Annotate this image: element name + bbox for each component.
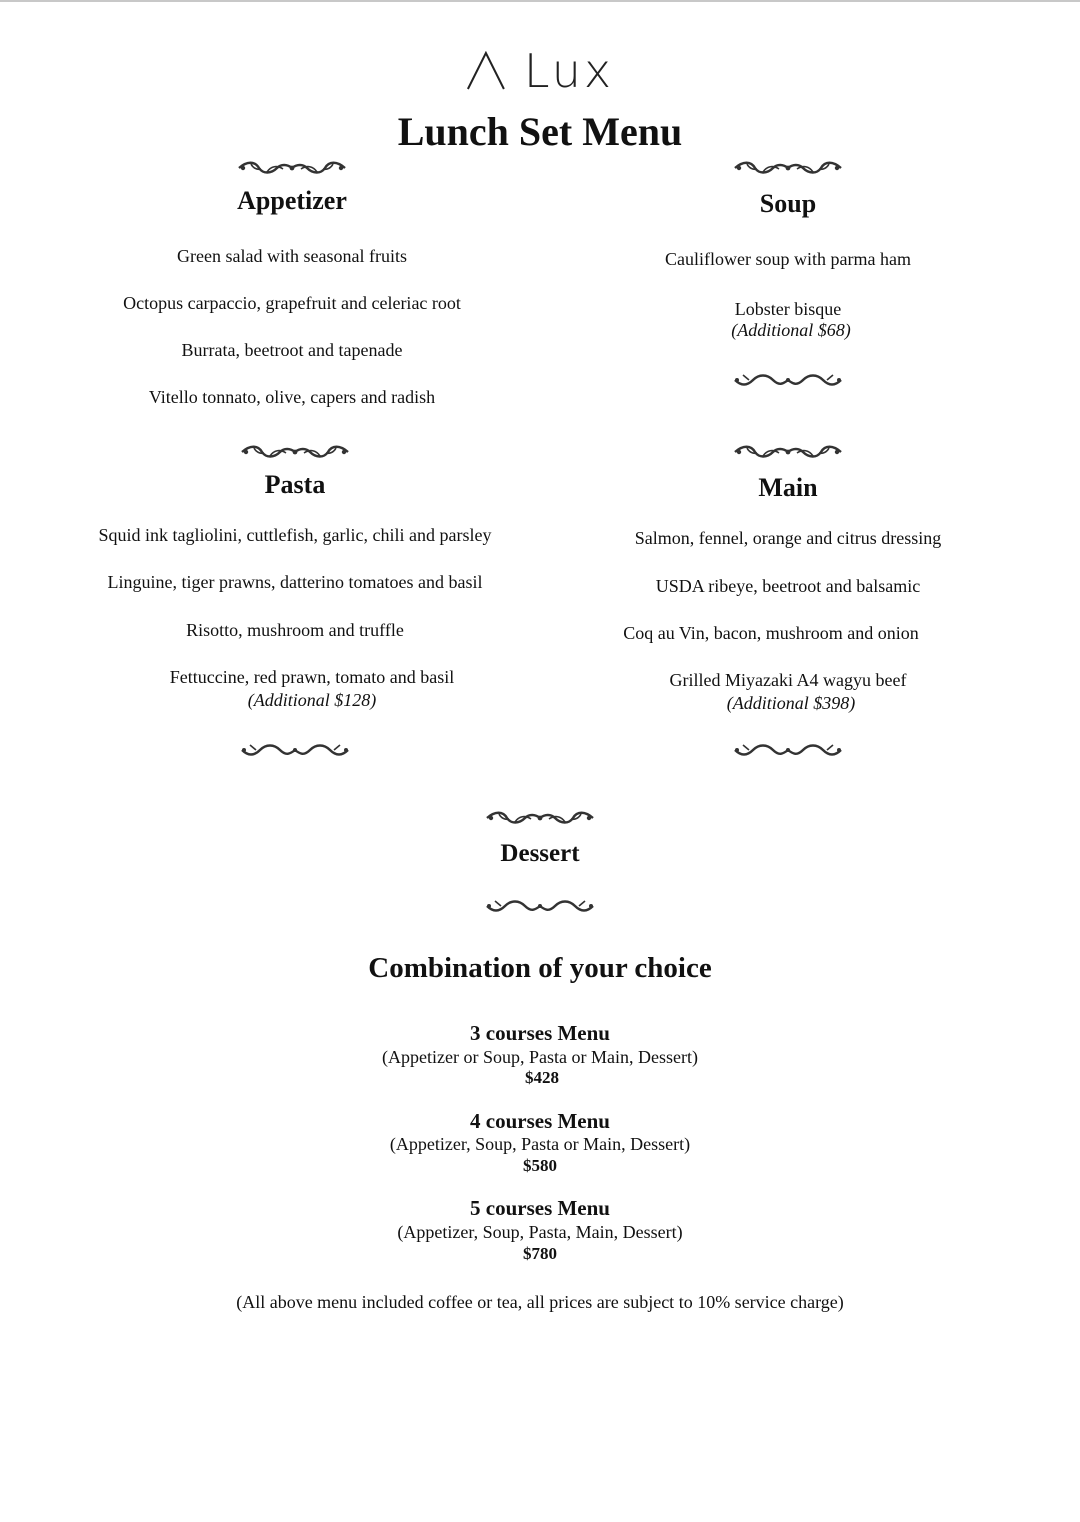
menu-item: Cauliflower soup with parma ham [665, 249, 911, 269]
menu-item: Green salad with seasonal fruits [177, 246, 407, 266]
course-option-name: 5 courses Menu [470, 1196, 610, 1220]
price-note: (Additional $398) [726, 693, 856, 713]
menu-item: Burrata, beetroot and tapenade [181, 340, 403, 360]
course-option-desc: (Appetizer or Soup, Pasta or Main, Dessert) [382, 1047, 698, 1067]
menu-item: Squid ink tagliolini, cuttlefish, garlic, chili and parsley [98, 525, 492, 545]
top-border [0, 0, 1080, 2]
ornament-divider [733, 160, 843, 176]
menu-item: Salmon, fennel, orange and citrus dressing [634, 528, 942, 548]
course-option-name: 4 courses Menu [470, 1109, 610, 1133]
course-option-desc: (Appetizer, Soup, Pasta or Main, Dessert) [389, 1134, 691, 1154]
ornament-divider [733, 444, 843, 460]
section-heading-appetizer: Appetizer [237, 186, 347, 215]
service-charge-note: (All above menu included coffee or tea, all prices are subject to 10% service charge) [236, 1292, 844, 1312]
menu-item: Octopus carpaccio, grapefruit and celeriac root [123, 293, 461, 313]
section-heading-main: Main [758, 473, 818, 502]
menu-item: USDA ribeye, beetroot and balsamic [655, 576, 921, 596]
menu-item: Lobster bisque [734, 299, 842, 319]
brand-mark-icon [466, 51, 506, 91]
ornament-divider [733, 742, 843, 758]
section-heading-soup: Soup [759, 189, 817, 218]
menu-item: Fettuccine, red prawn, tomato and basil [169, 667, 455, 687]
section-heading-dessert: Dessert [500, 840, 580, 867]
brand-name: Lux [523, 44, 615, 98]
menu-item: Vitello tonnato, olive, capers and radish [148, 387, 436, 407]
course-option-desc: (Appetizer, Soup, Pasta, Main, Dessert) [397, 1222, 683, 1242]
menu-item: Coq au Vin, bacon, mushroom and onion [623, 623, 919, 643]
combination-heading: Combination of your choice [368, 952, 712, 984]
menu-item: Linguine, tiger prawns, datterino tomatoes and basil [107, 572, 483, 592]
course-option-price: $780 [523, 1244, 557, 1263]
page-title: Lunch Set Menu [397, 109, 683, 154]
ornament-divider [240, 444, 350, 460]
course-option-price: $428 [525, 1068, 559, 1087]
course-option-price: $580 [523, 1156, 557, 1175]
price-note: (Additional $68) [731, 320, 851, 340]
menu-item: Risotto, mushroom and truffle [186, 620, 404, 640]
ornament-divider [237, 160, 347, 176]
brand-logo [466, 44, 614, 98]
ornament-divider [485, 898, 595, 914]
section-heading-pasta: Pasta [264, 470, 326, 499]
ornament-divider [240, 742, 350, 758]
menu-item: Grilled Miyazaki A4 wagyu beef [669, 670, 907, 690]
ornament-divider [733, 372, 843, 388]
price-note: (Additional $128) [247, 690, 377, 710]
ornament-divider [485, 810, 595, 826]
course-option-name: 3 courses Menu [470, 1021, 610, 1045]
